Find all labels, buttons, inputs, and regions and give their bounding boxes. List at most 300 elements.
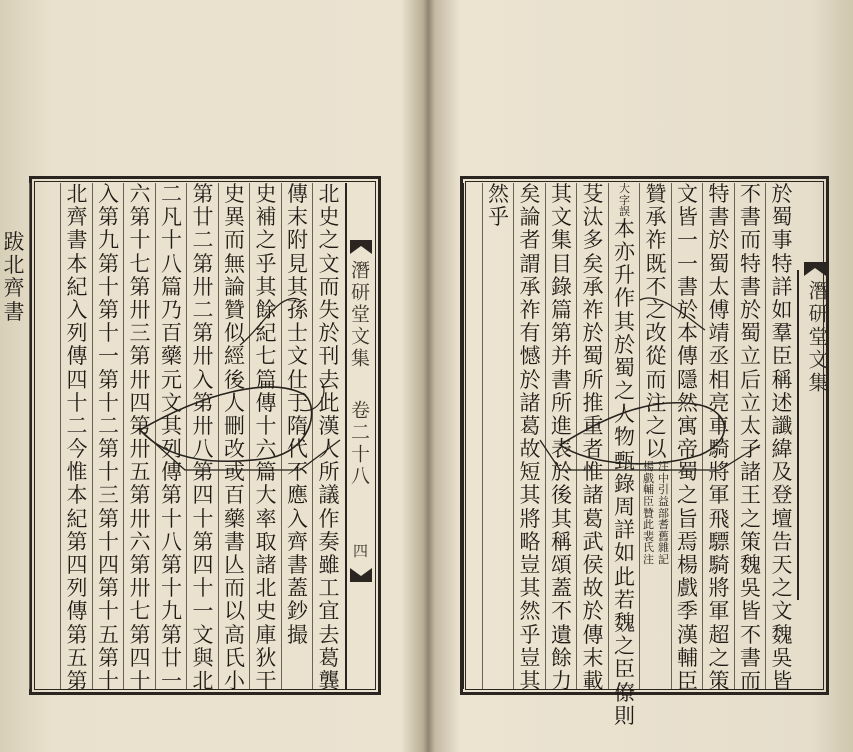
character: 第	[129, 622, 151, 647]
annotation-note	[617, 183, 632, 218]
character: 列	[161, 437, 182, 462]
character: 於	[677, 297, 698, 322]
character: 而	[318, 274, 340, 299]
character: 庫	[255, 622, 277, 647]
character: 書	[287, 553, 308, 577]
character: 第	[129, 413, 151, 438]
right-column-10	[482, 183, 515, 689]
character: 改	[224, 437, 245, 462]
annotation-character: 贊	[643, 506, 654, 520]
character: 魏	[740, 553, 761, 577]
character: 目	[551, 251, 572, 276]
character: 本	[677, 321, 698, 346]
character: 豈	[519, 553, 541, 577]
character: 附	[287, 228, 308, 253]
character: 并	[551, 344, 572, 369]
annotation-character: 字	[619, 193, 630, 207]
character: 入	[287, 506, 308, 531]
character: 七	[255, 344, 277, 369]
character: 不	[551, 599, 572, 624]
character: 第	[192, 460, 214, 485]
character: 焉	[677, 529, 698, 554]
left-column-8	[92, 182, 125, 693]
character: 第	[98, 367, 119, 392]
character: 人	[614, 402, 635, 427]
character: 今	[66, 437, 88, 462]
annotation-character: 注	[658, 460, 669, 474]
character: 諸	[519, 390, 541, 415]
annotation-character: 益	[658, 495, 669, 509]
character: 其	[551, 182, 572, 206]
left-column-11	[0, 183, 30, 737]
character: 特	[771, 251, 793, 276]
character: 紀	[255, 321, 277, 346]
character: 豈	[519, 645, 541, 670]
annotation-character: 氏	[643, 541, 654, 555]
character: 王	[740, 483, 761, 508]
character: 北	[66, 182, 88, 206]
character: 以	[645, 437, 667, 462]
character: 承	[519, 274, 541, 299]
character: 一	[192, 599, 214, 624]
character: 臣	[614, 657, 635, 682]
character: 狄	[255, 645, 277, 670]
character: 篇	[255, 460, 277, 485]
character: 惟	[582, 460, 604, 485]
character: 書	[740, 205, 761, 230]
character: 不	[740, 182, 761, 206]
character: 祚	[582, 297, 604, 322]
character: 而	[224, 228, 245, 253]
character: 登	[771, 483, 793, 508]
character: 於	[614, 332, 635, 357]
character: 蓋	[287, 576, 308, 601]
annotation-character: 輔	[643, 483, 654, 497]
character: 入	[98, 182, 119, 206]
character: 於	[318, 321, 340, 346]
character: 吳	[740, 576, 761, 601]
character: 二	[98, 413, 119, 438]
character: 卅	[129, 506, 151, 531]
character: 八	[161, 529, 182, 554]
character: 百	[224, 483, 245, 508]
character: 太	[708, 274, 730, 299]
character: 傳	[161, 460, 182, 485]
left-margin-volume-text: 卷二十八	[348, 400, 370, 488]
character: 列	[66, 321, 88, 346]
character: 然	[677, 390, 698, 415]
left-column-1	[312, 182, 345, 693]
character: 齊	[287, 529, 308, 554]
character: 者	[519, 228, 541, 253]
character: 八	[161, 251, 182, 276]
character: 騎	[708, 553, 730, 577]
character: 十	[192, 506, 214, 531]
character: 而	[740, 668, 761, 693]
character: 第	[161, 622, 182, 647]
character: 承	[645, 205, 667, 230]
character: 廿	[161, 645, 182, 670]
character: 二	[192, 228, 214, 253]
character: 然	[488, 182, 509, 206]
character: 史	[224, 182, 245, 206]
character: 鈔	[287, 599, 308, 624]
character: 集	[551, 228, 572, 253]
character: 其	[519, 576, 541, 601]
character: 龔	[318, 668, 340, 693]
character: 第	[98, 205, 119, 230]
character: 之	[318, 228, 340, 253]
character: 而	[224, 576, 245, 601]
character: 隋	[287, 413, 308, 438]
character: 漢	[677, 622, 698, 647]
character: 孫	[287, 297, 308, 322]
character: 矣	[519, 182, 541, 206]
left-margin-title-text: 潛研堂文集	[348, 260, 370, 370]
annotation-pair	[641, 554, 671, 566]
left-page	[0, 0, 426, 752]
character: 七	[129, 251, 151, 276]
character: 取	[255, 529, 277, 554]
character: 諸	[255, 553, 277, 577]
character: 稱	[551, 529, 572, 554]
character: 后	[740, 367, 761, 392]
character: 進	[551, 413, 572, 438]
character: 如	[614, 541, 635, 566]
character: 於	[519, 367, 541, 392]
character: 之	[255, 228, 277, 253]
character: 戲	[677, 576, 698, 601]
character: 書	[740, 274, 761, 299]
character: 二	[192, 297, 214, 322]
character: 軍	[708, 599, 730, 624]
character: 立	[740, 344, 761, 369]
left-page-number-text: 四	[353, 542, 369, 560]
annotation-character: 楊	[643, 460, 654, 474]
character: 於	[740, 297, 761, 322]
character: 議	[318, 483, 340, 508]
character: 篇	[161, 274, 182, 299]
character: 八	[192, 437, 214, 462]
character: 十	[255, 413, 277, 438]
character: 之	[677, 483, 698, 508]
character: 略	[519, 529, 541, 554]
character: 應	[287, 483, 308, 508]
character: 作	[318, 506, 340, 531]
right-column-5	[639, 183, 672, 689]
character: 之	[740, 506, 761, 531]
character: 高	[224, 622, 245, 647]
character: 驃	[708, 529, 730, 554]
character: 吳	[771, 645, 793, 670]
annotation-character: 臣	[643, 495, 654, 509]
character: 物	[614, 425, 635, 450]
character: 於	[582, 599, 604, 624]
character: 去	[318, 367, 340, 392]
left-column-10	[29, 183, 62, 689]
character: 既	[645, 251, 667, 276]
character: 書	[551, 367, 572, 392]
character: 入	[192, 367, 214, 392]
character: 傅	[708, 297, 730, 322]
character: 第	[192, 321, 214, 346]
character: 文	[771, 599, 793, 624]
character: 告	[771, 529, 793, 554]
character: 事	[771, 228, 793, 253]
character: 之	[645, 297, 667, 322]
character: 第	[98, 576, 119, 601]
character: 十	[98, 599, 119, 624]
character: 北	[192, 668, 214, 693]
character: 特	[740, 251, 761, 276]
character: 末	[287, 205, 308, 230]
character: 祚	[645, 228, 667, 253]
character: 四	[98, 553, 119, 577]
character: 將	[708, 460, 730, 485]
annotation-character: 舊	[658, 529, 669, 543]
character: 一	[677, 251, 698, 276]
character: 史	[318, 205, 340, 230]
character: 此	[614, 564, 635, 589]
character: 其	[519, 483, 541, 508]
character: 傳	[66, 599, 88, 624]
character: 書	[66, 228, 88, 253]
character: 甄	[614, 448, 635, 473]
character: 詳	[614, 518, 635, 543]
character: 葛	[318, 645, 340, 670]
character: 工	[318, 576, 340, 601]
character: 葛	[519, 413, 541, 438]
character: 仕	[287, 367, 308, 392]
character: 多	[582, 228, 604, 253]
character: 表	[551, 437, 572, 462]
character: 錄	[551, 274, 572, 299]
character: 文	[318, 251, 340, 276]
character: 六	[255, 437, 277, 462]
character: 謂	[519, 251, 541, 276]
right-column-2	[734, 182, 767, 693]
character: 羣	[771, 321, 793, 346]
character: 藥	[161, 344, 182, 369]
character: 者	[582, 437, 604, 462]
character: 第	[98, 506, 119, 531]
character: 本	[614, 216, 635, 241]
character: 一	[98, 344, 119, 369]
annotation-character: 雜	[658, 541, 669, 555]
character: 推	[582, 390, 604, 415]
character: 惟	[66, 460, 88, 485]
character: 十	[98, 390, 119, 415]
character: 末	[582, 645, 604, 670]
character: 升	[614, 263, 635, 288]
character: 頌	[551, 553, 572, 577]
left-column-2	[281, 183, 314, 689]
character: 北	[318, 182, 340, 206]
character: 周	[614, 495, 635, 520]
character: 十	[98, 460, 119, 485]
character: 第	[129, 205, 151, 230]
character: 之	[645, 413, 667, 438]
character: 史	[255, 599, 277, 624]
character: 季	[677, 599, 698, 624]
character: 四	[192, 483, 214, 508]
character: 乎	[255, 251, 277, 276]
character: 蜀	[708, 251, 730, 276]
character: 奏	[318, 529, 340, 554]
character: 諸	[740, 460, 761, 485]
character: 文	[551, 205, 572, 230]
character: 篇	[255, 367, 277, 392]
character: 十	[129, 668, 151, 693]
character: 大	[255, 483, 277, 508]
right-column-6	[608, 182, 641, 728]
annotation-character: 裴	[643, 529, 654, 543]
character: 人	[318, 437, 340, 462]
character: 蜀	[582, 344, 604, 369]
character: 十	[129, 228, 151, 253]
character: 而	[740, 228, 761, 253]
annotation-character: 耆	[658, 518, 669, 532]
character: 六	[129, 182, 151, 206]
character: 亾	[224, 553, 245, 577]
character: 稱	[771, 367, 793, 392]
character: 則	[614, 703, 635, 728]
character: 矣	[582, 251, 604, 276]
character: 丞	[708, 344, 730, 369]
character: 芟	[582, 182, 604, 206]
character: 乃	[161, 297, 182, 322]
character: 十	[98, 321, 119, 346]
character: 文	[161, 390, 182, 415]
character: 不	[645, 274, 667, 299]
character: 第	[98, 251, 119, 276]
character: 而	[645, 367, 667, 392]
character: 小	[224, 668, 245, 693]
character: 祚	[519, 297, 541, 322]
character: 卅	[192, 413, 214, 438]
character: 第	[98, 645, 119, 670]
character: 第	[98, 437, 119, 462]
character: 壇	[771, 506, 793, 531]
character: 十	[161, 228, 182, 253]
character: 文	[287, 344, 308, 369]
character: 如	[771, 297, 793, 322]
fishtail-mark-right	[804, 262, 826, 276]
character: 二	[161, 182, 182, 206]
annotation-character: 引	[658, 483, 669, 497]
character: 策	[740, 529, 761, 554]
character: 傳	[287, 182, 308, 206]
character: 臣	[677, 668, 698, 693]
character: 之	[708, 645, 730, 670]
character: 靖	[708, 321, 730, 346]
character: 入	[66, 297, 88, 322]
character: 四	[129, 390, 151, 415]
character: 百	[161, 321, 182, 346]
character: 九	[98, 228, 119, 253]
right-column-1	[765, 182, 798, 693]
character: 史	[255, 182, 277, 206]
character: 蜀	[677, 460, 698, 485]
character: 蜀	[771, 205, 793, 230]
character: 輔	[677, 645, 698, 670]
character: 凡	[161, 205, 182, 230]
character: 廿	[192, 205, 214, 230]
character: 此	[318, 390, 340, 415]
left-column-7	[123, 182, 156, 693]
character: 亦	[614, 239, 635, 264]
annotation-character: 戲	[643, 471, 654, 485]
character: 其	[255, 274, 277, 299]
right-margin-title	[803, 280, 832, 395]
character: 魏	[771, 622, 793, 647]
character: 力	[551, 668, 572, 693]
character: 書	[740, 645, 761, 670]
left-page-number	[353, 540, 368, 561]
character: 傳	[582, 622, 604, 647]
character: 第	[129, 274, 151, 299]
character: 四	[192, 553, 214, 577]
character: 第	[129, 483, 151, 508]
character: 失	[318, 297, 340, 322]
character: 無	[224, 251, 245, 276]
character: 承	[582, 274, 604, 299]
character: 贊	[224, 297, 245, 322]
character: 人	[224, 390, 245, 415]
character: 魏	[614, 610, 635, 635]
character: 立	[740, 390, 761, 415]
character: 篇	[551, 297, 572, 322]
character: 其	[614, 309, 635, 334]
character: 經	[224, 344, 245, 369]
character: 刪	[224, 413, 245, 438]
character: 子	[740, 437, 761, 462]
character: 車	[708, 413, 730, 438]
character: 紀	[66, 274, 88, 299]
character: 五	[129, 460, 151, 485]
right-column-4	[671, 182, 704, 693]
character: 十	[161, 576, 182, 601]
character: 紀	[66, 506, 88, 531]
character: 蓋	[551, 576, 572, 601]
character: 齊	[66, 205, 88, 230]
character: 似	[224, 321, 245, 346]
character: 去	[318, 622, 340, 647]
character: 然	[519, 599, 541, 624]
character: 第	[551, 321, 572, 346]
right-page	[427, 0, 853, 752]
character: 旨	[677, 506, 698, 531]
character: 士	[287, 321, 308, 346]
character: 軍	[708, 483, 730, 508]
right-column-9	[513, 182, 546, 693]
character: 十	[98, 668, 119, 693]
character: 第	[192, 529, 214, 554]
character: 特	[708, 182, 730, 206]
character: 之	[771, 576, 793, 601]
character: 書	[708, 205, 730, 230]
character: 十	[66, 390, 88, 415]
character: 刊	[318, 344, 340, 369]
annotation-character: 部	[658, 506, 669, 520]
character: 第	[192, 251, 214, 276]
character: 一	[161, 668, 182, 693]
character: 傳	[66, 344, 88, 369]
character: 有	[519, 321, 541, 346]
character: 干	[255, 668, 277, 693]
character: 汰	[582, 205, 604, 230]
character: 于	[287, 390, 308, 415]
